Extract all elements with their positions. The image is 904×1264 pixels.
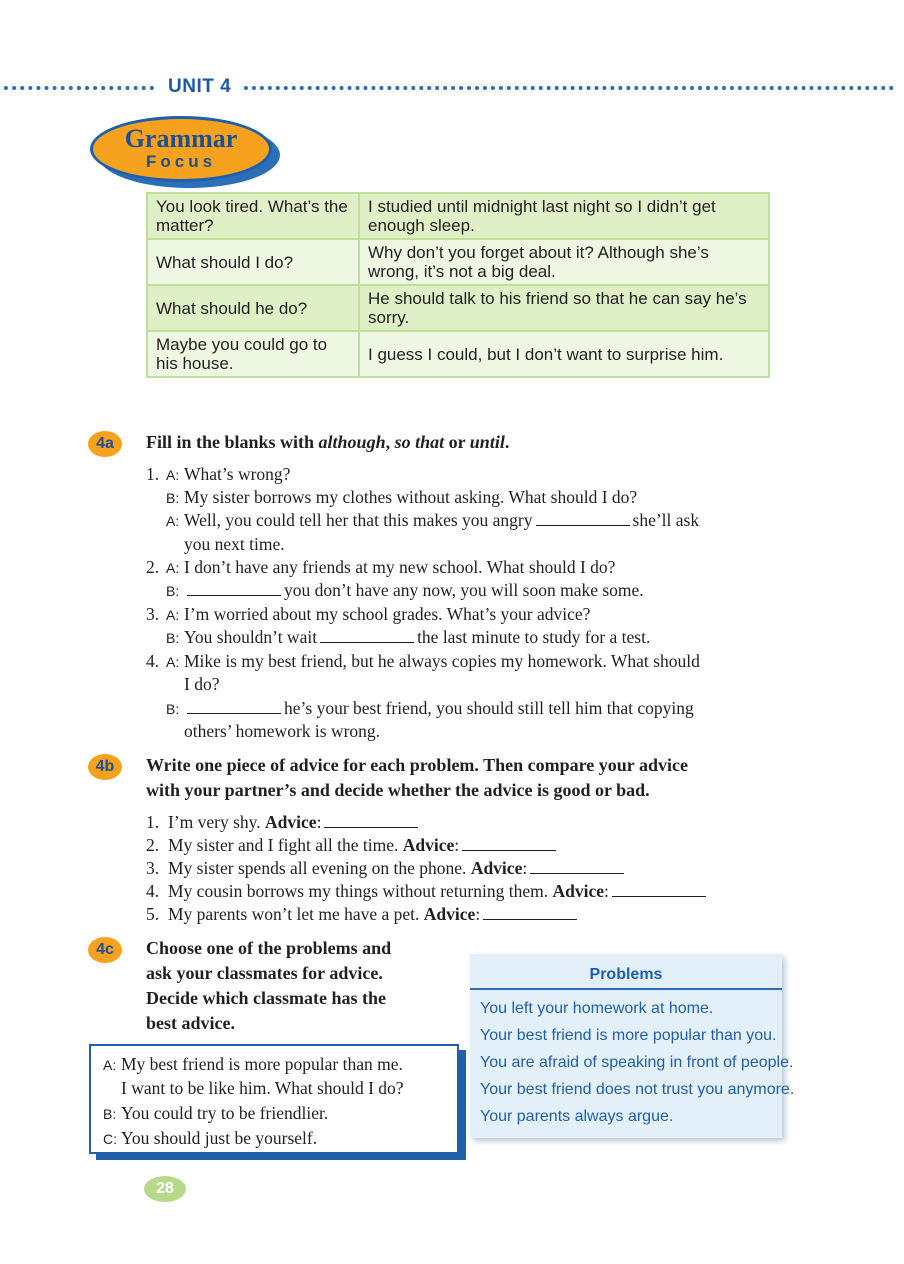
- exercise-line: [146, 556, 615, 580]
- table-cell: You look tired. What’s the matter?: [147, 193, 359, 239]
- instruction-4c-line3: Decide which classmate has the: [146, 988, 386, 1008]
- advice-label: Advice: [402, 835, 455, 855]
- exercise-line: others’ homework is wrong.: [184, 721, 381, 741]
- dialog-line: I want to be like him. What should I do?: [121, 1078, 404, 1098]
- table-cell: What should I do?: [147, 239, 359, 285]
- exercise-line: [146, 697, 694, 721]
- instruction-4c-line1: Choose one of the problems and: [146, 938, 392, 958]
- table-row: [147, 239, 769, 285]
- exercise-line: [146, 603, 590, 627]
- line-text: I don’t have any friends at my new school. What should I do?: [184, 557, 616, 577]
- exercise-line: [146, 486, 637, 510]
- answer-blank[interactable]: [187, 699, 281, 714]
- problem-item: Your best friend is more popular than you.: [480, 1027, 777, 1044]
- problem-text: My parents won’t let me have a pet.: [168, 904, 420, 924]
- problems-divider: [470, 988, 782, 990]
- instruction-4b-line2: with your partner’s and decide whether the advice is good or bad.: [146, 780, 650, 800]
- page-number: 28: [144, 1176, 186, 1202]
- item-number: 3.: [146, 604, 160, 624]
- item-number: 2.: [146, 557, 160, 577]
- dialog-text: You should just be yourself.: [121, 1128, 318, 1148]
- table-cell: What should he do?: [147, 285, 359, 331]
- list-item: [146, 903, 580, 926]
- line-text: he’s your best friend, you should still tell him that copying: [284, 698, 694, 718]
- line-text: she’ll ask: [632, 510, 700, 530]
- table-cell: He should talk to his friend so that he can say he’s sorry.: [359, 285, 769, 331]
- problem-text: My sister and I fight all the time.: [168, 835, 399, 855]
- colon: :: [316, 812, 322, 832]
- section-marker-4a: 4a: [88, 431, 122, 457]
- speaker-label: B:: [103, 1106, 117, 1122]
- dotted-rule-right: [244, 86, 894, 90]
- line-text: What’s wrong?: [184, 464, 291, 484]
- exercise-line: I do?: [184, 674, 220, 694]
- instruction-4c-line2: ask your classmates for advice.: [146, 963, 383, 983]
- exercise-line: [146, 579, 644, 603]
- grammar-table: [146, 192, 770, 378]
- problem-text: My cousin borrows my things without returning them.: [168, 881, 549, 901]
- section-marker-4b: 4b: [88, 754, 122, 780]
- speaker-label: B:: [166, 701, 180, 717]
- table-cell: Why don’t you forget about it? Although she’s wrong, it’s not a big deal.: [359, 239, 769, 285]
- line-text: Well, you could tell her that this makes you angry: [184, 510, 533, 530]
- answer-blank[interactable]: [187, 581, 281, 596]
- section-marker-4c: 4c: [88, 937, 122, 963]
- item-number: 4.: [146, 651, 160, 671]
- exercise-line: [146, 463, 290, 487]
- exercise-line: [146, 509, 699, 533]
- answer-blank[interactable]: [320, 628, 414, 643]
- advice-blank[interactable]: [530, 859, 624, 874]
- dotted-rule-left: [4, 86, 154, 90]
- problem-item: Your parents always argue.: [480, 1108, 674, 1125]
- dialog-line: [103, 1101, 328, 1126]
- advice-label: Advice: [423, 904, 476, 924]
- line-text: I’m worried about my school grades. What’s your advice?: [184, 604, 591, 624]
- exercise-line: [146, 650, 700, 674]
- speaker-label: A:: [166, 560, 180, 576]
- keyword: so that: [394, 432, 445, 452]
- problems-box: [470, 954, 795, 1138]
- speaker-label: A:: [166, 513, 180, 529]
- problem-text: I’m very shy.: [168, 812, 261, 832]
- table-cell: I guess I could, but I don’t want to surprise him.: [359, 331, 769, 377]
- list-item: [146, 811, 421, 834]
- problems-title: Problems: [589, 966, 663, 983]
- dialog-line: [103, 1126, 317, 1151]
- dialog-text: You could try to be friendlier.: [121, 1103, 329, 1123]
- speaker-label: A:: [166, 607, 180, 623]
- line-text: You shouldn’t wait: [184, 627, 318, 647]
- speaker-label: B:: [166, 630, 180, 646]
- dialog-line: [103, 1052, 403, 1077]
- table-row: [147, 193, 769, 239]
- keyword: although: [318, 432, 386, 452]
- unit-label: UNIT 4: [168, 76, 232, 97]
- item-number: 5.: [146, 904, 160, 924]
- problem-item: You left your homework at home.: [480, 1000, 714, 1017]
- advice-label: Advice: [265, 812, 317, 832]
- advice-blank[interactable]: [324, 813, 418, 828]
- item-number: 3.: [146, 858, 160, 878]
- table-row: [147, 285, 769, 331]
- badge-title: Grammar: [124, 124, 238, 153]
- table-row: [147, 331, 769, 377]
- colon: :: [454, 835, 460, 855]
- advice-label: Advice: [552, 881, 605, 901]
- separator: ,: [385, 432, 395, 452]
- dialog-box: [89, 1044, 459, 1154]
- speaker-label: C:: [103, 1131, 117, 1147]
- keyword: until: [469, 432, 505, 452]
- item-number: 2.: [146, 835, 160, 855]
- line-text: My sister borrows my clothes without asking. What should I do?: [184, 487, 638, 507]
- dialog-text: My best friend is more popular than me.: [121, 1054, 403, 1074]
- exercise-line: [146, 626, 650, 650]
- separator: or: [444, 432, 470, 452]
- line-text: the last minute to study for a test.: [417, 627, 651, 647]
- list-item: [146, 834, 559, 857]
- unit-header: [0, 76, 904, 98]
- table-cell: Maybe you could go to his house.: [147, 331, 359, 377]
- problem-item: Your best friend does not trust you anymore.: [480, 1081, 795, 1098]
- table-cell: I studied until midnight last night so I didn’t get enough sleep.: [359, 193, 769, 239]
- list-item: [146, 880, 709, 903]
- exercise-line: you next time.: [184, 534, 285, 554]
- instruction-4b-line1: Write one piece of advice for each problem. Then compare your advice: [146, 755, 688, 775]
- speaker-label: B:: [166, 583, 180, 599]
- item-number: 1.: [146, 812, 160, 832]
- badge-subtitle: Focus: [145, 152, 217, 171]
- list-item: [146, 857, 627, 880]
- colon: :: [522, 858, 528, 878]
- speaker-label: A:: [166, 654, 180, 670]
- advice-blank[interactable]: [462, 836, 556, 851]
- separator: .: [504, 432, 510, 452]
- instruction-4a: [146, 430, 509, 455]
- answer-blank[interactable]: [536, 511, 630, 526]
- colon: :: [475, 904, 481, 924]
- line-text: Mike is my best friend, but he always copies my homework. What should: [184, 651, 700, 671]
- item-number: 4.: [146, 881, 160, 901]
- grammar-focus-badge: [90, 116, 272, 182]
- instruction-text: Fill in the blanks with: [146, 432, 319, 452]
- problem-text: My sister spends all evening on the phone.: [168, 858, 467, 878]
- problem-item: You are afraid of speaking in front of people.: [480, 1054, 794, 1071]
- instruction-4c-line4: best advice.: [146, 1013, 235, 1033]
- item-number: 1.: [146, 464, 160, 484]
- speaker-label: B:: [166, 490, 180, 506]
- speaker-label: A:: [166, 467, 180, 483]
- line-text: you don’t have any now, you will soon make some.: [284, 580, 644, 600]
- advice-label: Advice: [470, 858, 523, 878]
- advice-blank[interactable]: [612, 882, 706, 897]
- advice-blank[interactable]: [483, 905, 577, 920]
- colon: :: [604, 881, 609, 901]
- speaker-label: A:: [103, 1057, 117, 1073]
